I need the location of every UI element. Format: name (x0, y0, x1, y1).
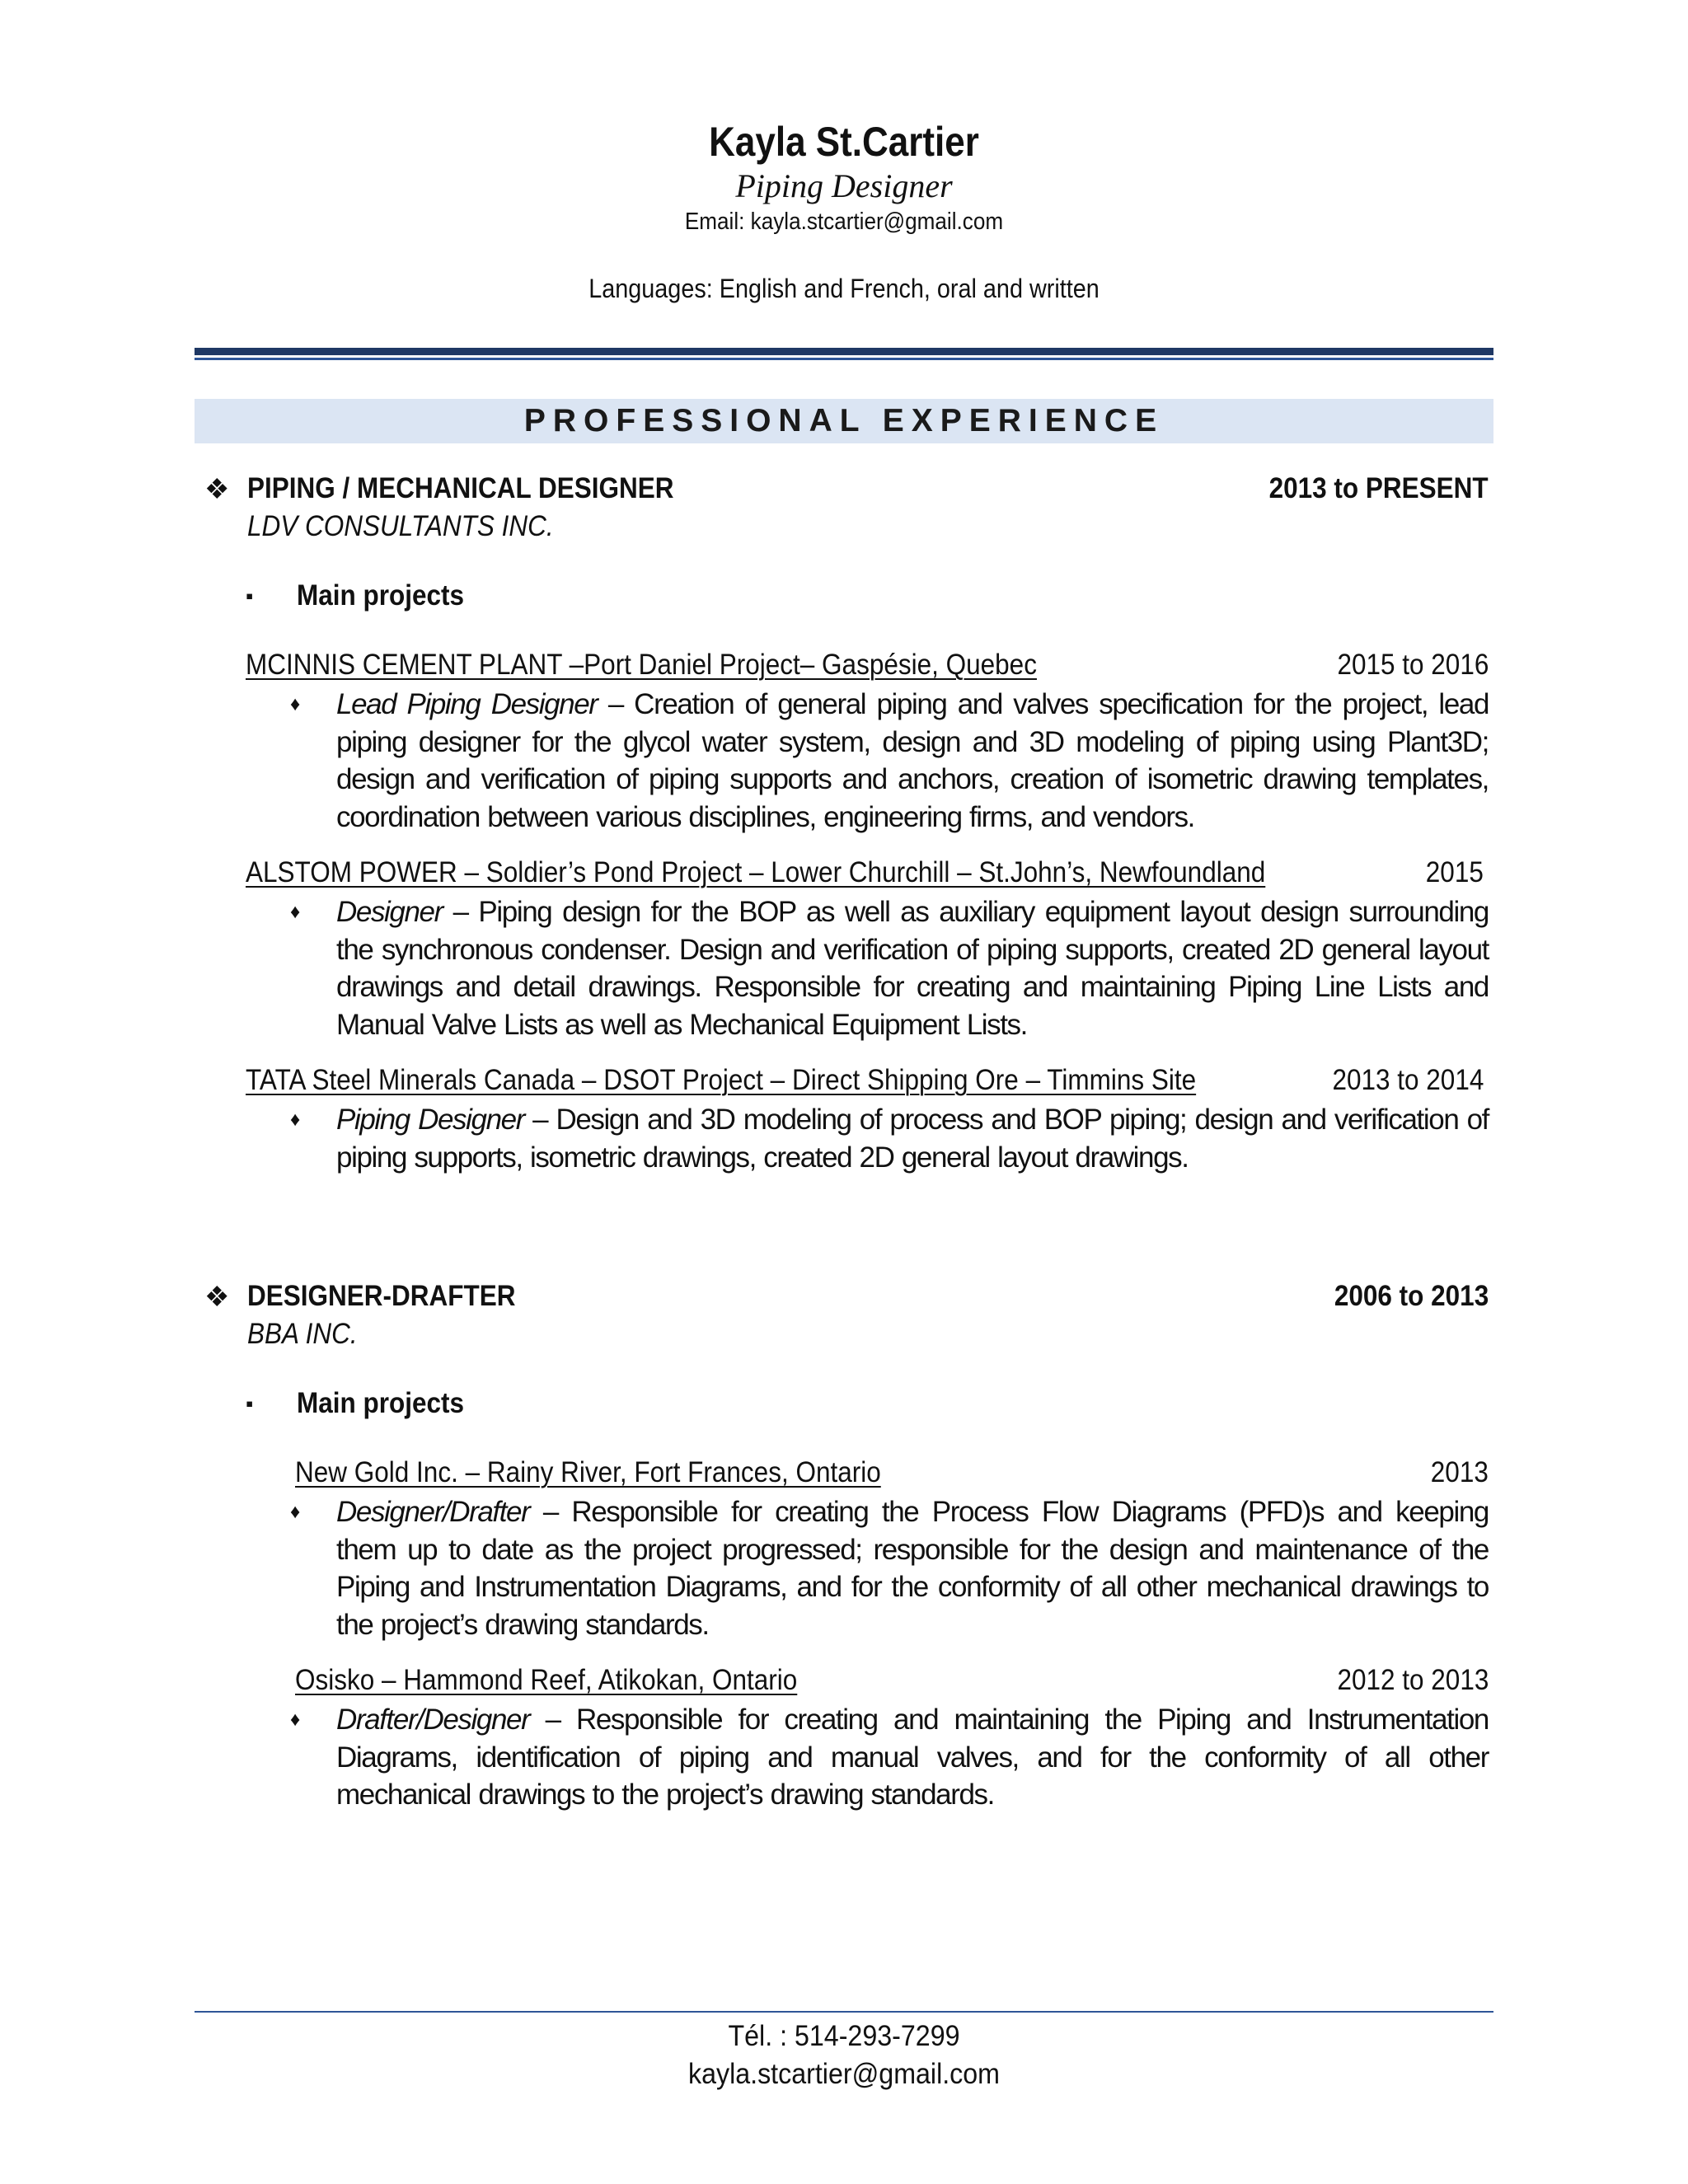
job-dates: 2006 to 2013 (1334, 1280, 1489, 1312)
job-header (195, 1279, 1493, 1317)
project-dates: 2015 (1425, 856, 1484, 888)
project-description-text (336, 1701, 1489, 1814)
project-details: – Piping design for the BOP as well as auxiliary equipment layout design surrounding the synchronous condenser. Design and verification of piping supports, created 2D general layout drawings and detail drawings. Responsible for creating and maintaining Piping Line Lists and Manual Valve Lists as well as Mechanical Equipment Lists. (336, 896, 1489, 1041)
header-divider-thick (195, 348, 1493, 355)
square-bullet-icon: ▪ (246, 583, 254, 608)
project-header (195, 1455, 1493, 1493)
project-description (290, 893, 1489, 1043)
languages-line: Languages: English and French, oral and written (588, 274, 1100, 303)
job-title: DESIGNER-DRAFTER (247, 1280, 516, 1312)
project-details: – Responsible for creating the Process Flow Diagrams (PFD)s and keeping them up to date as the project progressed; responsible for the design and maintenance of the Piping and Instrumentation Diagrams, and for the conformity of all other mechanical drawings to the project’s drawing standards. (336, 1496, 1489, 1641)
company-name: BBA INC. (247, 1318, 358, 1350)
project-entry (195, 855, 1493, 1043)
project-name: Osisko – Hammond Reef, Atikokan, Ontario (295, 1664, 798, 1696)
job-dates: 2013 to PRESENT (1268, 472, 1489, 504)
footer-email: kayla.stcartier@gmail.com (687, 2058, 1001, 2090)
job-title: PIPING / MECHANICAL DESIGNER (247, 472, 674, 504)
project-dates: 2013 to 2014 (1332, 1064, 1484, 1096)
candidate-role: Piping Designer (735, 167, 953, 204)
project-entry (195, 1455, 1493, 1643)
main-projects-heading (195, 579, 1493, 616)
project-name: New Gold Inc. – Rainy River, Fort Frances, Ontario (295, 1456, 881, 1488)
candidate-name: Kayla St.Cartier (709, 119, 979, 165)
page-footer (195, 2018, 1493, 2093)
project-header (195, 855, 1493, 893)
square-bullet-icon: ▪ (246, 1391, 254, 1416)
main-projects-label: Main projects (297, 579, 465, 612)
project-entry (195, 1663, 1493, 1814)
project-header (195, 1663, 1493, 1701)
footer-phone: Tél. : 514-293-7299 (728, 2020, 960, 2052)
project-description-text (336, 1493, 1489, 1643)
footer-divider (195, 2011, 1493, 2013)
main-projects-label: Main projects (297, 1387, 465, 1419)
project-details: – Responsible for creating and maintaining the Piping and Instrumentation Diagrams, identification of piping and manual valves, and for the conformity of all other mechanical drawings to the project’s drawing standards. (336, 1704, 1489, 1811)
four-diamond-icon: ❖ (204, 474, 230, 505)
project-entry (195, 1063, 1493, 1176)
project-header (195, 1063, 1493, 1101)
project-description (290, 1101, 1489, 1176)
project-role: Drafter/Designer (336, 1704, 530, 1736)
four-diamond-icon: ❖ (204, 1282, 230, 1313)
project-name: ALSTOM POWER – Soldier’s Pond Project – Lower Churchill – St.John’s, Newfoundland (246, 856, 1266, 888)
project-dates: 2015 to 2016 (1337, 649, 1489, 681)
project-dates: 2012 to 2013 (1337, 1664, 1489, 1696)
project-description-text (336, 1101, 1489, 1176)
header-divider-thin (195, 358, 1493, 360)
project-description (290, 686, 1489, 836)
main-projects-heading (195, 1386, 1493, 1424)
diamond-bullet-icon: ♦ (290, 693, 301, 715)
project-description-text (336, 893, 1489, 1043)
job-header (195, 471, 1493, 509)
job-entry (195, 1279, 1493, 1814)
project-description (290, 1493, 1489, 1643)
project-role: Piping Designer (336, 1104, 524, 1136)
project-details: – Design and 3D modeling of process and BOP piping; design and verification of piping supports, isometric drawings, created 2D general layout drawings. (336, 1104, 1489, 1174)
project-role: Designer (336, 896, 443, 928)
diamond-bullet-icon: ♦ (290, 901, 301, 923)
project-description-text (336, 686, 1489, 836)
section-heading-band (195, 399, 1493, 443)
diamond-bullet-icon: ♦ (290, 1708, 301, 1731)
job-entry (195, 471, 1493, 1176)
project-role: Designer/Drafter (336, 1496, 530, 1528)
section-heading: PROFESSIONAL EXPERIENCE (523, 403, 1165, 438)
project-header (195, 648, 1493, 686)
diamond-bullet-icon: ♦ (290, 1501, 301, 1523)
project-name: TATA Steel Minerals Canada – DSOT Project – Direct Shipping Ore – Timmins Site (246, 1064, 1197, 1096)
project-details: – Creation of general piping and valves specification for the project, lead piping designer for the glycol water system, design and 3D modeling of piping using Plant3D; design and verification of piping supports and anchors, creation of isometric drawing templates, coordination between various disciplines, engineering firms, and vendors. (336, 688, 1489, 833)
company-name: LDV CONSULTANTS INC. (247, 510, 554, 542)
project-role: Lead Piping Designer (336, 688, 598, 720)
resume-header (195, 115, 1493, 305)
project-entry (195, 648, 1493, 836)
project-description (290, 1701, 1489, 1814)
header-email: Email: kayla.stcartier@gmail.com (684, 209, 1004, 235)
diamond-bullet-icon: ♦ (290, 1108, 301, 1131)
project-dates: 2013 (1430, 1456, 1489, 1488)
project-name: MCINNIS CEMENT PLANT –Port Daniel Project– Gaspésie, Quebec (246, 649, 1037, 681)
